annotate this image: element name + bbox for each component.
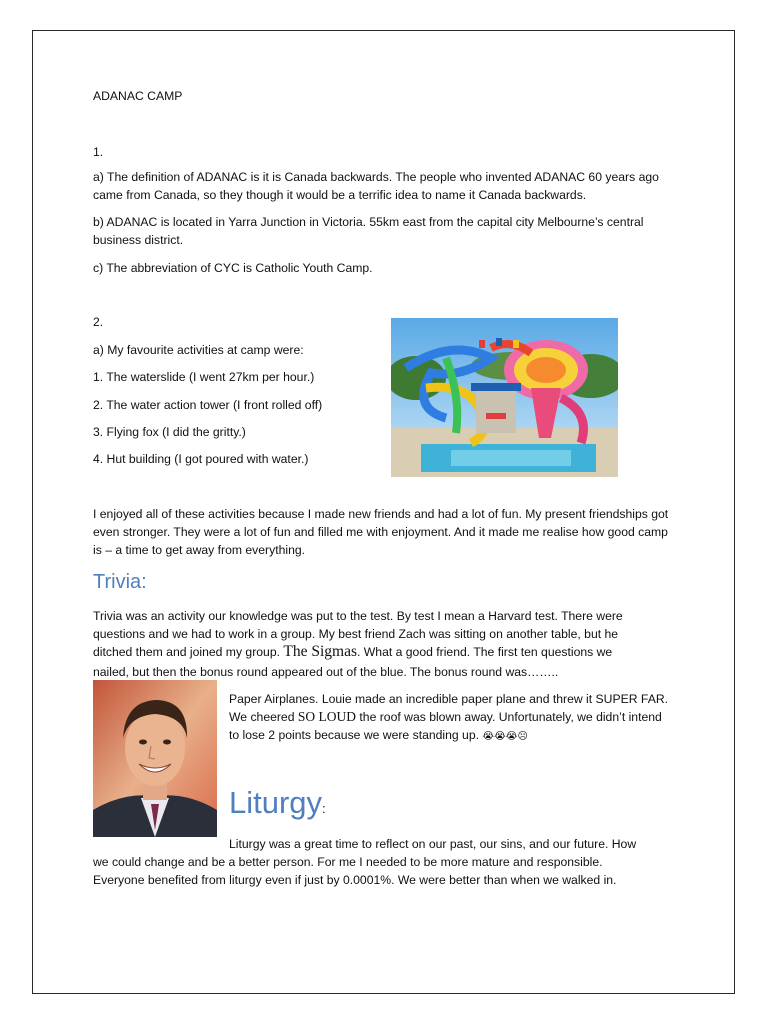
trivia-heading: Trivia: [93,571,147,593]
liturgy-line-1: Liturgy was a great time to reflect on our past, our sins, and our future. How [229,837,637,851]
paper-airplanes-text-end: the roof was blown away. Unfortunately, we didn’t intend to lose 2 points because we were standing up. [229,710,662,742]
section-1-answer-a: a) The definition of ADANAC is it is Canada backwards. The people who invented ADANAC 60 years ago came from Canada, so they though it would be a terrific idea to name it Canada backwards. [93,170,659,202]
activities-summary: I enjoyed all of these activities because I made new friends and had a lot of fun. My present friendships got even stronger. They were a lot of fun and filled me with enjoyment. And it made me realise how good camp is – a time to get away from everything. [93,507,669,557]
crying-faces-icon: 😭😭😭☹ [482,731,528,742]
trivia-line-3 [93,643,693,661]
liturgy-line-2: we could change and be a better person. For me I needed to be more mature and responsible. [93,855,603,869]
liturgy-heading-text: Liturgy [229,785,323,820]
trivia-line-1: Trivia was an activity our knowledge was put to the test. By test I mean a Harvard test. There were [93,609,623,623]
team-name: The Sigmas [283,643,358,660]
paper-airplanes-paragraph [229,690,669,746]
trivia-line-3-start: ditched them and joined my group. [93,645,280,659]
activity-item-2: 2. The water action tower (I front rolled off) [93,398,323,412]
section-1-answer-b: b) ADANAC is located in Yarra Junction in Victoria. 55km east from the capital city Melbourne’s central business district. [93,215,644,247]
trivia-line-2: questions and we had to work in a group. My best friend Zach was sitting on another table, but he [93,627,619,641]
activity-item-4: 4. Hut building (I got poured with water.) [93,452,309,466]
section-2-number: 2. [93,315,104,329]
portrait-photo [93,680,217,837]
liturgy-heading [229,785,326,827]
section-1-number: 1. [93,145,104,159]
activity-item-3: 3. Flying fox (I did the gritty.) [93,425,246,439]
trivia-line-4: nailed, but then the bonus round appeared out of the blue. The bonus round was…….. [93,665,559,679]
activity-item-1: 1. The waterslide (I went 27km per hour.) [93,370,315,384]
document-title: ADANAC CAMP [93,89,183,103]
paper-airplanes-text-start: Paper Airplanes. Louie made an incredible paper plane and threw it SUPER FAR. We cheered [229,692,669,724]
section-1-answer-c: c) The abbreviation of CYC is Catholic Youth Camp. [93,261,373,275]
liturgy-heading-colon: : [322,801,326,816]
liturgy-line-3: Everyone benefited from liturgy even if just by 0.0001%. We were better than when we walked in. [93,873,617,887]
waterpark-photo [391,318,618,477]
trivia-line-3-end: . What a good friend. The first ten questions we [357,645,613,659]
section-2-intro: a) My favourite activities at camp were: [93,343,304,357]
so-loud-emphasis: SO LOUD [297,709,357,724]
